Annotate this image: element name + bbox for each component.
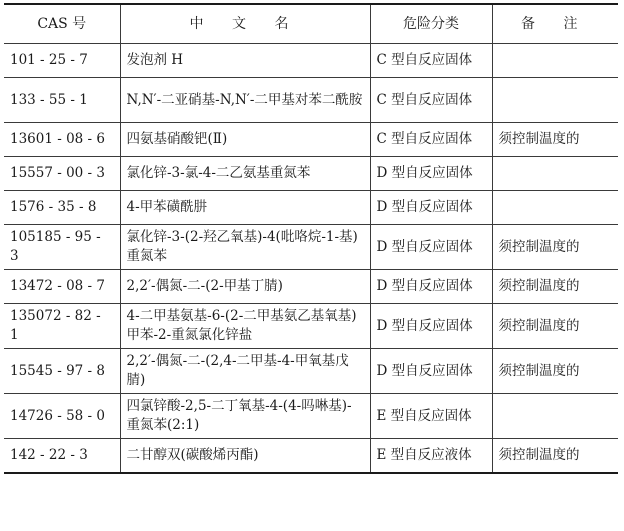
cell-cas: 15545 - 97 - 8 [4, 349, 120, 394]
cell-name: 2,2′-偶氮-二-(2,4-二甲基-4-甲氧基戊腈) [120, 349, 370, 394]
cell-class: D 型自反应固体 [370, 225, 492, 270]
table-row [4, 123, 618, 157]
table-row [4, 304, 618, 349]
cell-note: 须控制温度的 [492, 304, 618, 349]
header-chinese-name: 中 文 名 [120, 4, 370, 44]
cell-name: 四氯锌酸-2,5-二丁氧基-4-(4-吗啉基)-重氮苯(2:1) [120, 394, 370, 439]
cell-note: 须控制温度的 [492, 123, 618, 157]
cell-class: C 型自反应固体 [370, 44, 492, 78]
cell-cas: 13601 - 08 - 6 [4, 123, 120, 157]
header-hazard-class: 危险分类 [370, 4, 492, 44]
hazard-classification-table [4, 3, 618, 474]
cell-note: 须控制温度的 [492, 349, 618, 394]
cell-cas: 13472 - 08 - 7 [4, 270, 120, 304]
cell-class: D 型自反应固体 [370, 191, 492, 225]
cell-class: D 型自反应固体 [370, 304, 492, 349]
header-cas: CAS 号 [4, 4, 120, 44]
cell-cas: 14726 - 58 - 0 [4, 394, 120, 439]
cell-class: C 型自反应固体 [370, 123, 492, 157]
cell-class: C 型自反应固体 [370, 78, 492, 123]
table-row [4, 394, 618, 439]
cell-note [492, 191, 618, 225]
cell-class: E 型自反应固体 [370, 394, 492, 439]
table-row [4, 44, 618, 78]
cell-name: 发泡剂 H [120, 44, 370, 78]
cell-class: D 型自反应固体 [370, 270, 492, 304]
cell-note [492, 78, 618, 123]
cell-name: 氯化锌-3-氯-4-二乙氨基重氮苯 [120, 157, 370, 191]
cell-class: E 型自反应液体 [370, 439, 492, 474]
cell-note: 须控制温度的 [492, 225, 618, 270]
cell-cas: 101 - 25 - 7 [4, 44, 120, 78]
cell-note: 须控制温度的 [492, 270, 618, 304]
cell-note: 须控制温度的 [492, 439, 618, 474]
cell-name: 2,2′-偶氮-二-(2-甲基丁腈) [120, 270, 370, 304]
table-row [4, 191, 618, 225]
table-row [4, 270, 618, 304]
table-row [4, 439, 618, 474]
cell-name: 四氨基硝酸钯(Ⅱ) [120, 123, 370, 157]
table-row [4, 349, 618, 394]
header-note: 备 注 [492, 4, 618, 44]
cell-cas: 135072 - 82 - 1 [4, 304, 120, 349]
cell-cas: 105185 - 95 - 3 [4, 225, 120, 270]
cell-name: N,N′-二亚硝基-N,N′-二甲基对苯二酰胺 [120, 78, 370, 123]
table-header-row [4, 4, 618, 44]
cell-cas: 142 - 22 - 3 [4, 439, 120, 474]
cell-name: 4-二甲基氨基-6-(2-二甲基氨乙基氧基)甲苯-2-重氮氯化锌盐 [120, 304, 370, 349]
table-row [4, 78, 618, 123]
table-row [4, 157, 618, 191]
cell-class: D 型自反应固体 [370, 157, 492, 191]
cell-note [492, 44, 618, 78]
cell-cas: 133 - 55 - 1 [4, 78, 120, 123]
cell-note [492, 157, 618, 191]
cell-cas: 15557 - 00 - 3 [4, 157, 120, 191]
cell-class: D 型自反应固体 [370, 349, 492, 394]
cell-name: 二甘醇双(碳酸烯丙酯) [120, 439, 370, 474]
cell-name: 4-甲苯磺酰肼 [120, 191, 370, 225]
table-row [4, 225, 618, 270]
cell-name: 氯化锌-3-(2-羟乙氧基)-4(吡咯烷-1-基)重氮苯 [120, 225, 370, 270]
cell-cas: 1576 - 35 - 8 [4, 191, 120, 225]
cell-note [492, 394, 618, 439]
